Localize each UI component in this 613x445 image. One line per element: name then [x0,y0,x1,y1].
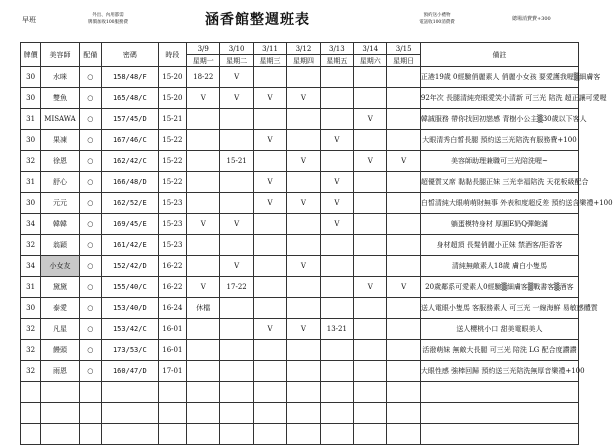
stylist-name-cell: 饅頭 [41,340,79,361]
plate-cell: 31 [21,109,41,130]
day-cell [253,109,286,130]
day-cell [320,382,353,403]
day-cell: V [253,193,286,214]
slot-cell [158,403,186,424]
slot-cell: 16-22 [158,256,186,277]
day-cell [354,172,387,193]
stylist-name-cell: 水咪 [41,67,79,88]
header-notes-left [62,12,154,26]
slot-cell: 16-24 [158,298,186,319]
day-cell [320,256,353,277]
day-cell [287,424,320,445]
day-cell [320,361,353,382]
plate-cell: 32 [21,151,41,172]
day-cell [387,298,420,319]
day-cell [187,256,220,277]
day-cell [253,403,286,424]
remark-cell: 大眼性感 強棒回歸 預約送三光陪洗無厚音樂禮+100 [420,361,578,382]
remark-cell: 大眼清秀白皙長腿 預約送三光陪洗有服務費+100 [420,130,578,151]
code-cell: 153/40/D [101,298,158,319]
stylist-name-cell: 徐恩 [41,151,79,172]
day-cell [354,424,387,445]
schedule-body [21,67,613,445]
stylist-name-cell: MISAWA [41,109,79,130]
stylist-name-cell: 韓韓 [41,214,79,235]
plate-cell: 30 [21,193,41,214]
day-cell [253,382,286,403]
remark-cell [420,424,578,445]
slot-cell: 15-21 [158,109,186,130]
day-cell [287,130,320,151]
day-cell [387,424,420,445]
day-cell [287,361,320,382]
day-cell [387,382,420,403]
day-cell [187,319,220,340]
day-cell: V [187,277,220,298]
day-cell: V [220,214,253,235]
day-cell [187,403,220,424]
day-cell [187,193,220,214]
code-cell: 162/52/E [101,193,158,214]
day-cell [320,88,353,109]
shift-label: 早班 [22,16,36,24]
day-date: 3/11 [253,43,286,55]
day-cell: V [253,172,286,193]
day-weekday: 星期日 [387,55,420,67]
code-cell: 157/45/D [101,109,158,130]
header-note: 外出、內用都需 [92,13,124,18]
slot-cell: 16-01 [158,319,186,340]
day-cell [387,340,420,361]
day-cell [387,214,420,235]
color-mark-cell: ○ [79,214,101,235]
day-weekday: 星期三 [253,55,286,67]
day-cell [287,172,320,193]
day-cell [287,340,320,361]
code-cell: 173/53/C [101,340,158,361]
header-row-dates [21,43,579,55]
day-cell: V [187,88,220,109]
day-cell [220,130,253,151]
stylist-name-cell [41,382,79,403]
stylist-name-cell: 果凍 [41,130,79,151]
plate-cell [21,382,41,403]
day-cell: V [253,88,286,109]
day-cell [253,235,286,256]
day-cell [220,403,253,424]
plate-cell: 32 [21,235,41,256]
remark-cell: 韓誠服務 帶你找回初戀感 青樹小公主▒30歲以下客人 [420,109,578,130]
day-cell: V [220,67,253,88]
header-note: 牌價加收100服務費 [87,20,129,25]
code-cell: 158/48/F [101,67,158,88]
stylist-name-cell: 小女友 [41,256,79,277]
table-row [21,88,579,109]
day-cell [220,235,253,256]
day-cell [320,403,353,424]
day-cell: V [320,172,353,193]
day-cell [354,382,387,403]
stylist-name-cell: 翁穎 [41,235,79,256]
day-cell [253,214,286,235]
remark-cell: 美容師助理兼職可三光陪洗喔~ [420,151,578,172]
stylist-name-cell: 黛黛 [41,277,79,298]
day-cell: V [354,151,387,172]
day-cell [187,109,220,130]
slot-cell [158,382,186,403]
slot-cell: 17-01 [158,361,186,382]
col-slot-header: 時段 [158,43,186,67]
day-cell [287,382,320,403]
day-cell: V [187,214,220,235]
slot-cell: 15-23 [158,193,186,214]
day-cell [387,235,420,256]
slot-cell: 15-22 [158,151,186,172]
remark-cell: 白皙清純大眼萌萌財無事 外表和度超反差 預約送含樂禮+100 [420,193,578,214]
remark-cell [420,403,578,424]
remark-cell: 躺蛋模特身材 厚圓E奶Q彈飽滿 [420,214,578,235]
plate-cell: 30 [21,298,41,319]
day-cell [220,361,253,382]
plate-cell: 32 [21,319,41,340]
slot-cell: 15-23 [158,235,186,256]
day-cell [187,382,220,403]
code-cell: 155/40/C [101,277,158,298]
color-mark-cell: ○ [79,151,101,172]
plate-cell: 32 [21,361,41,382]
col-color-header: 配備 [79,43,101,67]
day-cell [354,403,387,424]
day-cell [387,361,420,382]
day-weekday: 星期六 [354,55,387,67]
day-cell [253,340,286,361]
day-cell: V [220,256,253,277]
remark-cell [420,382,578,403]
remark-cell: 92年次 長腿清純亮眼愛笑小清新 可三光 陪洗 超正讓可愛喔 [420,88,578,109]
table-row [21,130,579,151]
day-cell [187,340,220,361]
day-cell [354,256,387,277]
color-mark-cell: ○ [79,298,101,319]
color-mark-cell: ○ [79,340,101,361]
day-cell [387,88,420,109]
slot-cell [158,424,186,445]
bonus-note: 總場消費費+300 [512,16,551,22]
code-cell: 162/42/C [101,151,158,172]
day-cell [187,172,220,193]
stylist-name-cell: 元元 [41,193,79,214]
color-mark-cell: ○ [79,130,101,151]
day-date: 3/14 [354,43,387,55]
day-cell [187,151,220,172]
col-plate-header: 牌價 [21,43,41,67]
code-cell [101,382,158,403]
table-row [21,319,579,340]
day-cell: V [320,130,353,151]
day-cell: V [387,277,420,298]
code-cell: 165/48/C [101,88,158,109]
day-cell [354,340,387,361]
color-mark-cell: ○ [79,256,101,277]
remark-cell: 20歲鄰系可愛素人0經驗▒細膚客▒戰書客▒酒客 [420,277,578,298]
stylist-name-cell: 雙魚 [41,88,79,109]
table-row [21,403,579,424]
plate-cell: 30 [21,88,41,109]
day-cell [187,235,220,256]
color-mark-cell: ○ [79,319,101,340]
day-cell: 13-21 [320,319,353,340]
day-cell [187,361,220,382]
header-note: 預約送小禮物 [423,13,451,18]
day-cell: V [320,214,353,235]
day-cell: V [287,151,320,172]
stylist-name-cell [41,403,79,424]
code-cell: 169/45/E [101,214,158,235]
day-cell [320,235,353,256]
day-cell: 休檔 [187,298,220,319]
day-cell [287,235,320,256]
table-row [21,382,579,403]
day-cell [354,319,387,340]
day-cell: V [354,277,387,298]
day-cell [253,298,286,319]
remark-cell: 超優質又席 黏黏長腿正妹 三光幸福陪洗 天花板級配合 [420,172,578,193]
day-cell: V [220,88,253,109]
day-cell [320,424,353,445]
day-cell [253,151,286,172]
day-cell [354,361,387,382]
day-cell [387,172,420,193]
table-row [21,298,579,319]
day-cell [354,193,387,214]
day-cell [220,172,253,193]
color-mark-cell: ○ [79,67,101,88]
day-cell: 17-22 [220,277,253,298]
day-weekday: 星期一 [187,55,220,67]
day-cell: V [253,130,286,151]
day-cell [287,298,320,319]
plate-cell [21,403,41,424]
color-mark-cell [79,403,101,424]
header-notes-right [392,12,482,26]
col-stylist-header: 美容師 [41,43,79,67]
day-cell [220,319,253,340]
day-cell: V [354,109,387,130]
day-cell [287,214,320,235]
slot-cell: 15-20 [158,88,186,109]
table-row [21,151,579,172]
color-mark-cell: ○ [79,109,101,130]
plate-cell: 30 [21,67,41,88]
plate-cell: 34 [21,214,41,235]
day-cell [320,277,353,298]
table-row [21,193,579,214]
day-cell: V [253,319,286,340]
code-cell: 152/42/D [101,256,158,277]
day-cell [220,298,253,319]
day-cell: V [287,88,320,109]
day-cell [354,88,387,109]
day-cell: V [387,151,420,172]
day-cell [354,235,387,256]
remark-cell: 清純無敵素人18歲 膚白小隻馬 [420,256,578,277]
table-row [21,235,579,256]
plate-cell: 34 [21,256,41,277]
plate-cell: 30 [21,130,41,151]
day-cell [354,130,387,151]
remark-cell: 活潑萌妹 無敵大長腿 可三光 陪洗 LG 配合度讚讚 [420,340,578,361]
color-mark-cell: ○ [79,277,101,298]
day-cell [220,340,253,361]
slot-cell: 16-01 [158,340,186,361]
slot-cell: 15-20 [158,67,186,88]
code-cell: 153/42/C [101,319,158,340]
day-cell [354,298,387,319]
color-mark-cell: ○ [79,88,101,109]
day-cell [220,109,253,130]
color-mark-cell: ○ [79,361,101,382]
color-mark-cell: ○ [79,235,101,256]
page-title: 涵香館整週班表 [205,12,310,28]
day-cell [387,109,420,130]
slot-cell: 15-23 [158,214,186,235]
day-cell [354,214,387,235]
day-cell [320,298,353,319]
stylist-name-cell: 凡星 [41,319,79,340]
code-cell: 166/48/D [101,172,158,193]
stylist-name-cell: 雨恩 [41,361,79,382]
table-row [21,424,579,445]
day-date: 3/13 [320,43,353,55]
day-cell: V [320,193,353,214]
table-row [21,277,579,298]
slot-cell: 16-22 [158,277,186,298]
day-cell [220,382,253,403]
day-cell [387,256,420,277]
stylist-name-cell [41,424,79,445]
color-mark-cell: ○ [79,193,101,214]
color-mark-cell [79,424,101,445]
plate-cell [21,424,41,445]
day-cell: 18-22 [187,67,220,88]
day-date: 3/10 [220,43,253,55]
day-cell [320,151,353,172]
remark-cell: 身材超頂 長髮俏麗小正妹 禁酒客/拒香客 [420,235,578,256]
code-cell: 161/42/E [101,235,158,256]
day-cell [187,130,220,151]
day-cell [387,67,420,88]
day-cell [253,361,286,382]
day-cell [320,67,353,88]
day-cell [220,193,253,214]
day-cell [220,424,253,445]
day-cell [187,424,220,445]
table-row [21,67,579,88]
day-cell [253,67,286,88]
remark-cell: 送人櫻桃小口 甜美電眼美人 [420,319,578,340]
day-cell [387,403,420,424]
stylist-name-cell: 泰愛 [41,298,79,319]
code-cell [101,403,158,424]
day-cell: V [287,193,320,214]
table-row [21,172,579,193]
remark-cell: 送人電眼小隻馬 客服務素人 可三光 一線海鮮 易敏感體質 [420,298,578,319]
day-date: 3/9 [187,43,220,55]
plate-cell: 32 [21,340,41,361]
day-cell [253,424,286,445]
day-date: 3/12 [287,43,320,55]
code-cell [101,424,158,445]
code-cell: 160/47/D [101,361,158,382]
code-cell: 167/46/C [101,130,158,151]
slot-cell: 15-22 [158,172,186,193]
day-cell [287,67,320,88]
header-note: 電話收100消費費 [419,20,455,25]
color-mark-cell: ○ [79,172,101,193]
day-cell [354,67,387,88]
slot-cell: 15-22 [158,130,186,151]
color-mark-cell [79,382,101,403]
plate-cell: 31 [21,172,41,193]
day-cell [287,109,320,130]
table-row [21,361,579,382]
day-weekday: 星期四 [287,55,320,67]
day-cell: V [287,256,320,277]
col-code-header: 密碼 [101,43,158,67]
day-cell [387,319,420,340]
stylist-name-cell: 舒心 [41,172,79,193]
plate-cell: 31 [21,277,41,298]
day-cell [253,277,286,298]
table-row [21,340,579,361]
day-cell [320,340,353,361]
day-cell: V [287,319,320,340]
schedule-table [20,42,613,445]
day-weekday: 星期五 [320,55,353,67]
remark-cell: 正港19歲 0經驗俏麗素人 俏麗小女孩 要愛護我喔▒細膚客 [420,67,578,88]
day-cell [387,130,420,151]
day-cell [287,277,320,298]
table-row [21,109,579,130]
day-weekday: 星期二 [220,55,253,67]
table-row [21,214,579,235]
day-cell [287,403,320,424]
day-date: 3/15 [387,43,420,55]
day-cell [320,109,353,130]
day-cell [253,256,286,277]
day-cell [387,193,420,214]
col-remark-header: 備註 [420,43,578,67]
table-row [21,256,579,277]
day-cell: 15-21 [220,151,253,172]
